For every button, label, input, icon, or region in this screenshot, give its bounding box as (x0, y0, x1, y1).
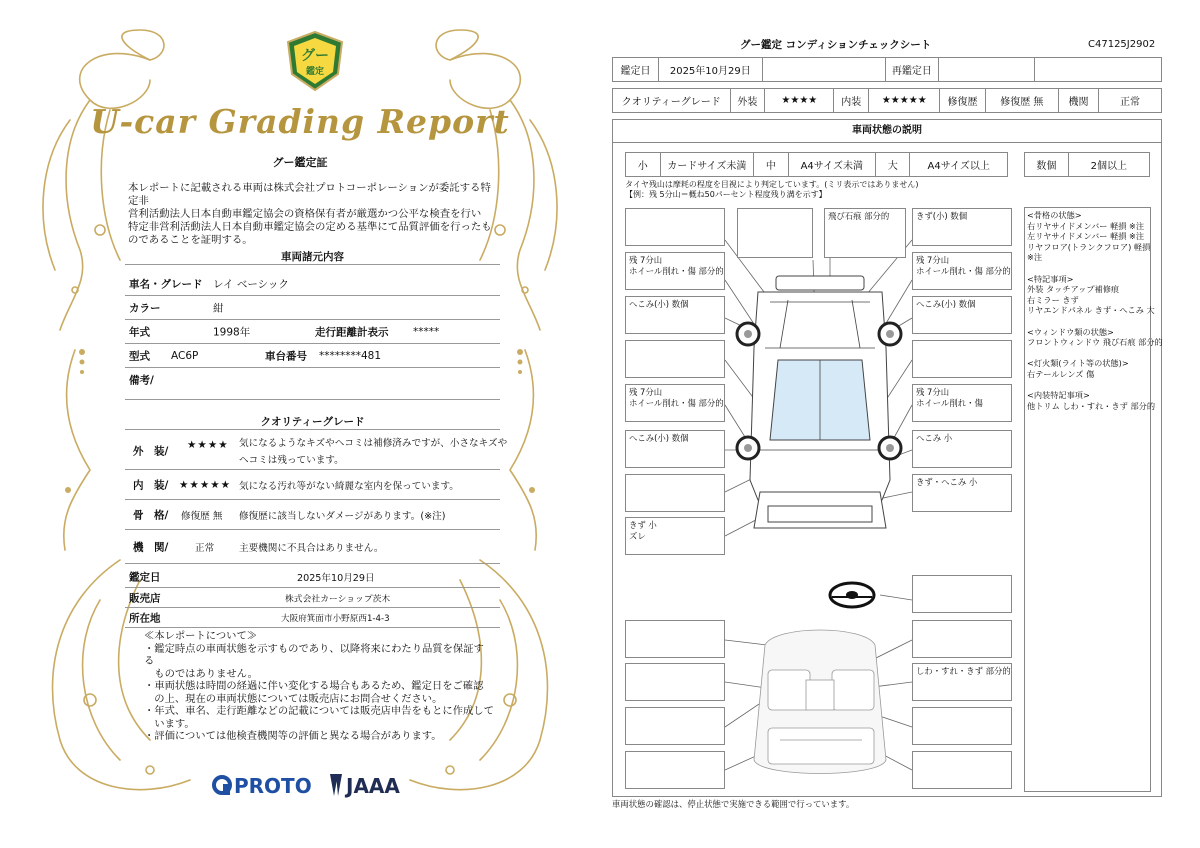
box-left-mid (625, 340, 725, 378)
note-line: ・鑑定時点の車両状態を示すものであり、以降将来にわたり品質を保証する (144, 642, 484, 667)
mileage-value: ***** (413, 325, 440, 338)
interior-label: 内 装/ (133, 479, 169, 491)
interior-stars: ★★★★★ (869, 89, 940, 113)
spec-row-color (125, 296, 500, 320)
note-spacer (1027, 348, 1163, 359)
box-lr-tire (625, 384, 725, 422)
legend-count: 数個 (1025, 153, 1069, 177)
report-notes (144, 630, 494, 743)
car-name-label: 車名・グレード (129, 278, 203, 290)
car-name-value: レイ ベーシック (213, 278, 289, 290)
note-line: <骨格の状態> (1027, 210, 1082, 220)
exterior-stars: ★★★★ (187, 439, 229, 452)
box-rear-left (625, 517, 725, 555)
note-line: ※注 (1027, 252, 1043, 263)
box-interior-left-3 (625, 707, 725, 745)
cert-line: 営利活動法人日本自動車鑑定協会の資格保有者が厳選かつ公平な検査を行い (128, 208, 482, 220)
rr-dent-note: へこみ 小 (916, 433, 953, 443)
spec-row-remarks (125, 368, 500, 400)
note-spacer (1027, 380, 1163, 391)
note-line: 他トリム しわ・すれ・きず 部分的 (1027, 400, 1156, 411)
condition-title: 車両状態の説明 (612, 119, 1162, 143)
info-row-shop (125, 588, 500, 608)
cert-line: 特定非営利活動法人日本自動車鑑定協会の定める基準にて品質評価を行ったも (128, 221, 492, 233)
mileage-label: 走行距離計表示 (315, 326, 389, 338)
engine-label: 機関 (1059, 89, 1099, 113)
box-rf-tire (912, 252, 1012, 290)
note-line: ・評価については他検査機関等の評価と異なる場合があります。 (144, 730, 442, 742)
color-value: 紺 (213, 302, 224, 314)
box-interior-left-1 (625, 620, 725, 658)
notes-title: ≪本レポートについて≫ (144, 630, 258, 642)
spec-section-title: 車両諸元内容 (281, 251, 344, 263)
legend-large-desc: A4サイズ以上 (910, 153, 1008, 177)
box-rr-tire (912, 384, 1012, 422)
note-line: 左リヤサイドメンバー 軽損 ※注 (1027, 231, 1145, 242)
box-front-center (824, 208, 906, 258)
sheet-title: グー鑑定 コンディションチェックシート (740, 39, 932, 51)
lr-tire-note: 残 7分山 ホイール削れ・傷 部分的 (629, 387, 724, 408)
repair-value: 修復歴 無 (985, 89, 1058, 113)
rf-dent-note: へこみ(小) 数個 (916, 299, 976, 309)
proto-logo-text: PROTO (234, 774, 312, 798)
tire-note: タイヤ残山は摩耗の程度を目視により判定しています。(ミリ表示ではありません) (625, 180, 919, 189)
front-center-note: 飛び石痕 部分的 (828, 211, 890, 221)
box-interior-right-2 (912, 663, 1012, 701)
spec-row-car-name (125, 272, 500, 296)
divider (125, 264, 500, 265)
quality-row-frame (125, 500, 500, 530)
chassis-value: ********481 (319, 349, 382, 362)
address-value: 大阪府箕面市小野原西1-4-3 (281, 613, 390, 624)
interior-label: 内装 (834, 89, 869, 113)
appraisal-date-label: 鑑定日 (613, 58, 659, 82)
rear-right-note: きず・へこみ 小 (916, 477, 978, 487)
rf-tire-note: 残 7分山 ホイール削れ・傷 部分的 (916, 255, 1011, 276)
exterior-text: ヘコミは残っています。 (239, 454, 344, 466)
proto-logo-icon (214, 777, 230, 795)
divider (125, 429, 500, 430)
sheet-code: C47125J2902 (1088, 39, 1156, 50)
quality-grade-label: クオリティーグレード (613, 89, 731, 113)
quality-row-interior (125, 470, 500, 500)
note-line: 右テールレンズ 傷 (1027, 368, 1095, 379)
engine-label: 機 関/ (133, 541, 169, 553)
engine-text: 主要機関に不具合はありません。 (239, 542, 384, 554)
box-steering (912, 575, 1012, 613)
exterior-label: 外 装/ (133, 445, 169, 457)
date-value: 2025年10月29日 (297, 572, 375, 584)
note-line: います。 (144, 717, 195, 730)
steering-wheel-icon (830, 583, 874, 607)
note-line: の上、現在の車両状態については販売店にお問合せください。 (144, 692, 443, 705)
frame-label: 骨 格/ (133, 509, 169, 521)
model-label: 型式 (129, 350, 150, 362)
tire-note-example: 【例：残 5分山＝概ね50パーセント程度残り溝を示す】 (625, 190, 827, 199)
repair-label: 修復歴 (940, 89, 985, 113)
spec-row-model (125, 344, 500, 368)
note-line: <灯火類(ライト等の状態)> (1027, 358, 1129, 369)
note-spacer (1027, 316, 1163, 327)
note-line: リヤフロア(トランクフロア) 軽損 (1027, 241, 1151, 252)
cert-line: 本レポートに記載される車両は株式会社プロトコーポレーションが委託する特定非 (128, 182, 491, 207)
note-line: ・車両状態は時間の経過に伴い変化する場合もあるため、鑑定日をご確認 (144, 680, 484, 692)
condition-check-sheet (600, 0, 1200, 848)
exterior-stars: ★★★★ (765, 89, 834, 113)
box-front-left (625, 208, 725, 246)
note-line: リヤエンドパネル きず・へこみ 大 (1027, 305, 1155, 316)
cert-line: のであることを証明する。 (128, 234, 253, 246)
address-label: 所在地 (129, 612, 161, 624)
engine-value: 正常 (195, 542, 215, 554)
lr-dent-note: へこみ(小) 数個 (629, 433, 689, 443)
lf-dent-note: へこみ(小) 数個 (629, 299, 689, 309)
year-value: 1998年 (213, 326, 251, 338)
box-rf-dent (912, 296, 1012, 334)
box-rr-dent (912, 430, 1012, 468)
box-interior-left-2 (625, 663, 725, 701)
date-label: 鑑定日 (129, 571, 161, 583)
box-lf-dent (625, 296, 725, 334)
footer-note: 車両状態の確認は、停止状態で実施できる範囲で行っています。 (612, 799, 855, 809)
legend-count-desc: 2個以上 (1068, 153, 1149, 177)
footer-logos (210, 770, 410, 800)
shop-value: 株式会社カーショップ茨木 (285, 594, 391, 604)
legend-mid: 中 (754, 153, 789, 177)
box-lf-tire (625, 252, 725, 290)
exterior-text: 気になるようなキズやヘコミは補修済みですが、小さなキズや (239, 438, 508, 450)
legend-small: 小 (626, 153, 661, 177)
note-line: 右ミラー きず (1027, 294, 1079, 305)
quality-section-title: クオリティーグレード (260, 416, 365, 428)
quality-row-engine (125, 530, 500, 564)
remarks-label: 備考/ (129, 374, 154, 387)
note-spacer (1027, 263, 1163, 274)
shop-label: 販売店 (129, 592, 161, 604)
legend-large: 大 (875, 153, 910, 177)
exterior-label: 外装 (730, 89, 765, 113)
box-interior-left-4 (625, 751, 725, 789)
box-interior-right-4 (912, 751, 1012, 789)
box-right-mid (912, 340, 1012, 378)
rear-left-note: きず 小 ズレ (629, 520, 657, 541)
note-line: <内装特記事項> (1027, 390, 1090, 401)
lf-tire-note: 残 7分山 ホイール削れ・傷 部分的 (629, 255, 724, 276)
legend-small-desc: カードサイズ未満 (660, 153, 754, 177)
note-line: <ウィンドウ類の状態> (1027, 326, 1114, 337)
box-lr-dent (625, 430, 725, 468)
jaaa-logo-text: JAAA (346, 774, 400, 798)
model-value: AC6P (171, 349, 199, 362)
frame-value: 修復歴 無 (181, 510, 223, 522)
frame-text: 修復歴に該当しないダメージがあります。(※注) (239, 510, 446, 522)
certificate-statement (128, 182, 498, 247)
appraisal-date-value: 2025年10月29日 (658, 58, 762, 82)
legend-mid-desc: A4サイズ未満 (788, 153, 875, 177)
spec-row-year (125, 320, 500, 344)
box-interior-right-1 (912, 620, 1012, 658)
jaaa-logo-icon (330, 774, 342, 796)
note-line: 外装 タッチアップ補修痕 (1027, 284, 1120, 295)
color-label: カラー (129, 302, 161, 314)
goo-appraisal-badge (284, 30, 346, 92)
box-rear-right (912, 474, 1012, 512)
interior-stars: ★★★★★ (179, 478, 232, 491)
box-front-right (912, 208, 1012, 246)
note-line: <特記事項> (1027, 273, 1074, 284)
quality-row-exterior (125, 432, 508, 470)
chassis-label: 車台番号 (265, 350, 307, 362)
box-interior-right-3 (912, 707, 1012, 745)
rr-tire-note: 残 7分山 ホイール削れ・傷 (916, 387, 983, 408)
condition-notes (1027, 210, 1163, 411)
reappraisal-date-label: 再鑑定日 (885, 58, 938, 82)
report-script-title: U-car Grading Report (90, 102, 510, 141)
certificate-title: グー鑑定証 (272, 156, 328, 169)
year-label: 年式 (129, 326, 150, 338)
interior-text: 気になる汚れ等がない綺麗な室内を保っています。 (239, 480, 459, 492)
info-row-date (125, 566, 500, 588)
svg-text:グー: グー (301, 48, 329, 64)
shield-logo-icon (284, 30, 346, 92)
box-front-center-left (737, 208, 813, 258)
note-line: ・年式、車名、走行距離などの記載については販売店申告をもとに作成して (144, 705, 494, 717)
note-line: 右リヤサイドメンバー 軽損 ※注 (1027, 220, 1145, 231)
note-line: フロントウィンドウ 飛び石痕 部分的 (1027, 337, 1163, 348)
interior-right-note: しわ・すれ・きず 部分的 (916, 666, 1011, 676)
front-right-note: きず(小) 数個 (916, 211, 968, 221)
svg-text:鑑定: 鑑定 (305, 67, 325, 77)
engine-value: 正常 (1098, 89, 1161, 113)
note-line: ものではありません。 (144, 667, 258, 680)
box-left-rear (625, 474, 725, 512)
info-row-address (125, 608, 500, 628)
